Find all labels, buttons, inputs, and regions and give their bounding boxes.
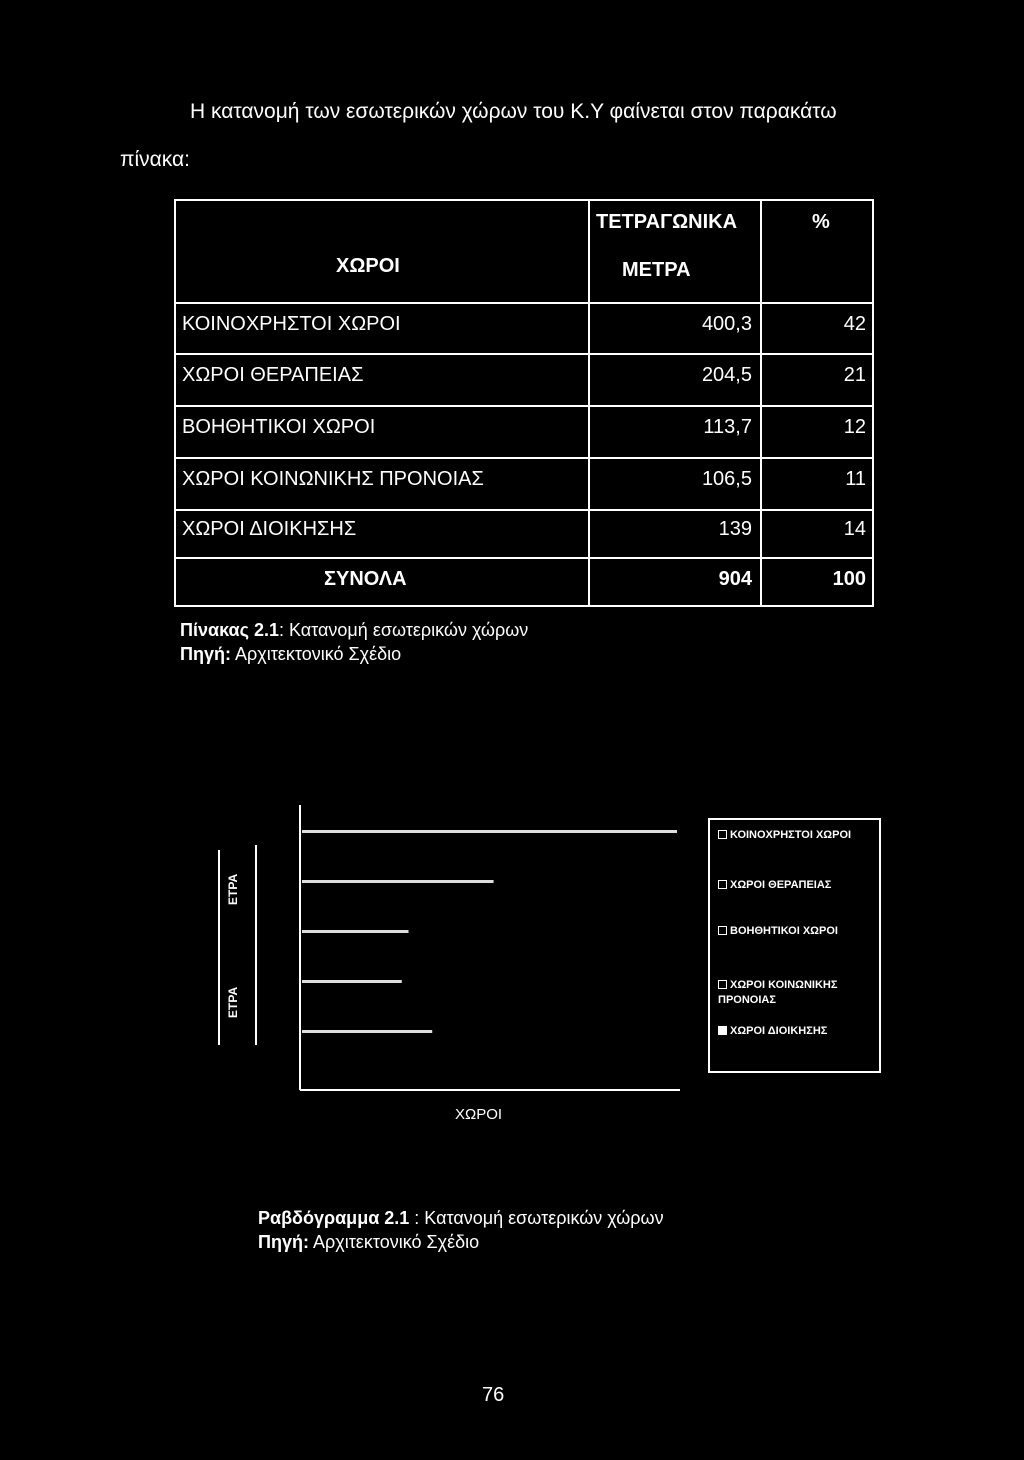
x-axis-label: ΧΩΡΟΙ (455, 1106, 503, 1123)
bar-2 (302, 880, 494, 883)
header-sqm-line1: ΤΕΤΡΑΓΩΝΙΚΑ (596, 211, 738, 233)
row-sqm: 113,7 (703, 416, 752, 438)
chart-legend (708, 818, 881, 1073)
legend-label: ΧΩΡΟΙ ΔΙΟΙΚΗΣΗΣ (730, 1025, 828, 1037)
chart-bars (302, 830, 677, 1033)
row-pct: 42 (843, 313, 866, 335)
row-name: ΧΩΡΟΙ ΔΙΟΙΚΗΣΗΣ (182, 518, 357, 540)
legend-swatch (718, 880, 727, 889)
legend-swatch (718, 980, 727, 989)
table-row-divider (176, 509, 872, 511)
row-name: ΒΟΗΘΗΤΙΚΟΙ ΧΩΡΟΙ (182, 416, 376, 438)
chart-source-text: Αρχιτεκτονικό Σχέδιο (309, 1232, 480, 1252)
row-sqm: 204,5 (701, 364, 752, 386)
legend-item (718, 1024, 827, 1039)
table-header-divider (176, 302, 872, 304)
table-caption-text: : Κατανομή εσωτερικών χώρων (278, 620, 529, 640)
chart-caption-label: Ραβδόγραμμα 2.1 (258, 1208, 410, 1228)
legend-item (718, 828, 851, 843)
chart-caption-text: : Κατανομή εσωτερικών χώρων (409, 1208, 664, 1228)
table-caption-label: Πίνακας 2.1 (180, 620, 279, 640)
spaces-table (174, 199, 874, 607)
bar-chart (200, 790, 700, 1100)
legend-item (718, 878, 831, 893)
legend-label: ΒΟΗΘΗΤΙΚΟΙ ΧΩΡΟΙ (730, 925, 838, 937)
legend-label: ΧΩΡΟΙ ΚΟΙΝΩΝΙΚΗΣ ΠΡΟΝΟΙΑΣ (718, 979, 838, 1006)
bar-4 (302, 980, 402, 983)
header-percent: % (812, 211, 830, 233)
chart-caption-title (258, 1208, 664, 1229)
header-spaces: ΧΩΡΟΙ (336, 255, 400, 277)
page-number: 76 (482, 1384, 505, 1406)
chart-axes (219, 805, 680, 1090)
legend-item (718, 978, 879, 1008)
chart-source-label: Πηγή: (258, 1232, 309, 1252)
table-row-divider (176, 457, 872, 459)
legend-swatch (718, 830, 727, 839)
row-name: ΧΩΡΟΙ ΘΕΡΑΠΕΙΑΣ (182, 364, 364, 386)
total-label: ΣΥΝΟΛΑ (324, 568, 407, 590)
table-row-divider (176, 405, 872, 407)
table-caption-title (180, 620, 528, 641)
legend-swatch (718, 1026, 727, 1035)
y-axis-label-secondary: ΕΤΡΑ (226, 986, 240, 1018)
intro-line-1: Η κατανομή των εσωτερικών χώρων του Κ.Υ φαίνεται στον παρακάτω (190, 100, 837, 123)
row-pct: 21 (843, 364, 866, 386)
legend-swatch (718, 926, 727, 935)
intro-line-2: πίνακα: (120, 148, 191, 171)
table-row-divider (176, 353, 872, 355)
row-pct: 12 (843, 416, 866, 438)
row-name: ΚΟΙΝΟΧΡΗΣΤΟΙ ΧΩΡΟΙ (182, 313, 401, 335)
total-sqm: 904 (718, 568, 752, 590)
header-sqm-line2: ΜΕΤΡΑ (622, 259, 691, 281)
table-col-divider (588, 201, 590, 605)
table-source-text: Αρχιτεκτονικό Σχέδιο (231, 644, 402, 664)
chart-caption-source (258, 1232, 479, 1253)
row-sqm: 106,5 (701, 468, 752, 490)
row-name: ΧΩΡΟΙ ΚΟΙΝΩΝΙΚΗΣ ΠΡΟΝΟΙΑΣ (182, 468, 484, 490)
legend-label: ΧΩΡΟΙ ΘΕΡΑΠΕΙΑΣ (730, 879, 832, 891)
y-axis-label: ΕΤΡΑ (226, 873, 240, 905)
total-pct: 100 (832, 568, 866, 590)
row-pct: 11 (845, 468, 866, 490)
bar-5 (302, 1030, 432, 1033)
table-source-label: Πηγή: (180, 644, 231, 664)
table-row-divider (176, 557, 872, 559)
table-caption-source (180, 644, 401, 665)
row-sqm: 139 (718, 518, 752, 540)
row-sqm: 400,3 (701, 313, 752, 335)
table-col-divider (760, 201, 762, 605)
legend-item (718, 924, 838, 939)
bar-1 (302, 830, 677, 833)
row-pct: 14 (843, 518, 866, 540)
bar-3 (302, 930, 409, 933)
legend-label: ΚΟΙΝΟΧΡΗΣΤΟΙ ΧΩΡΟΙ (730, 829, 852, 841)
